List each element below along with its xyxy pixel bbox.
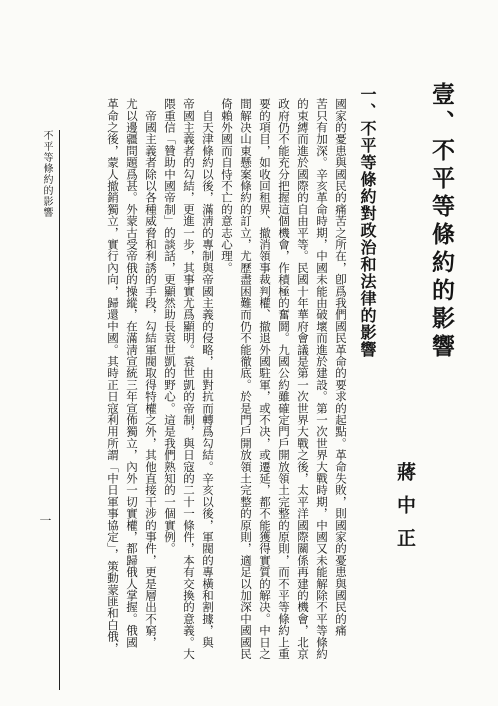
body-line: 尤以邊疆問題爲甚。外蒙古受帝俄的操縱，在滿淸宣統三年宣佈獨立，內外一切實權，都歸俄人掌握。俄國 bbox=[125, 98, 139, 648]
body-line: 倚賴外國而自恃不亡的意志心理。 bbox=[220, 98, 234, 274]
body-line: 的束縛而進於國際的自由平等。民國十年華府會議是第一次世界大戰之後，太平洋國際關係再建的機會，北京 bbox=[296, 98, 310, 660]
running-head: 不平等條約的影響 bbox=[41, 130, 52, 218]
chapter-title: 壹、不平等條約的影響 bbox=[428, 82, 455, 362]
body-line: 革命之後，蒙人撤銷獨立，實行內向，歸還中國。其時正日寇利用所謂「中日軍事協定」，策動蒙匪和白俄， bbox=[106, 98, 120, 654]
body-line: 苦只有加深。辛亥革命時期，中國未能由破壞而進於建設。第一次世界大戰時期，中國又未能解除不平等條約 bbox=[315, 98, 329, 660]
body-line: 國家的憂患與國民的痛苦之所在，卽爲我們國民革命的要求的起點。革命失敗，則國家的憂患與國民的痛 bbox=[334, 98, 348, 637]
body-line: 隈重信「贊助中國帝制」的談話，更顯然助長袁世凱的野心。這是我們熟知的一個實例。 bbox=[163, 98, 177, 555]
section-title: 一、不平等條約對政治和法律的影響 bbox=[358, 86, 377, 358]
page-number: 一 bbox=[38, 514, 52, 526]
body-line: 政府仍不能充分把握這個機會，作積極的奮鬪。九國公約雖確定門戶開放領土完整的原則，而不平等條約上重 bbox=[277, 98, 291, 660]
author-name: 蔣中正 bbox=[394, 462, 416, 561]
body-line: 要的項目，如收回租界、撤消領事裁判權、撤退外國駐軍，或不决，或遷延，都不能獲得實質的解决。中日之 bbox=[258, 98, 272, 660]
body-line: 間解决山東懸案條約的訂立，尤歷盡困難而仍不能徹底。於是門戶開放領土完整的原則，適足以加深中國國民 bbox=[239, 98, 253, 660]
body-line: 自天津條約以後，滿淸的專制與帝國主義的侵略，由對抗而轉爲勾結。辛亥以後，軍閥的專橫和割據，與 bbox=[201, 98, 215, 648]
body-line: 帝國主義者的勾結，更進一步，其事實尤爲顯明。袁世凱的帝制，與日寇的二十一條件，本有交換的意義。大 bbox=[182, 98, 196, 660]
body-line: 帝國主義者除以各種威脅和利誘的手段，勾結軍閥取得特權之外，其他直接干涉的事件，更是層出不窮， bbox=[144, 98, 158, 648]
column-divider bbox=[59, 130, 60, 690]
